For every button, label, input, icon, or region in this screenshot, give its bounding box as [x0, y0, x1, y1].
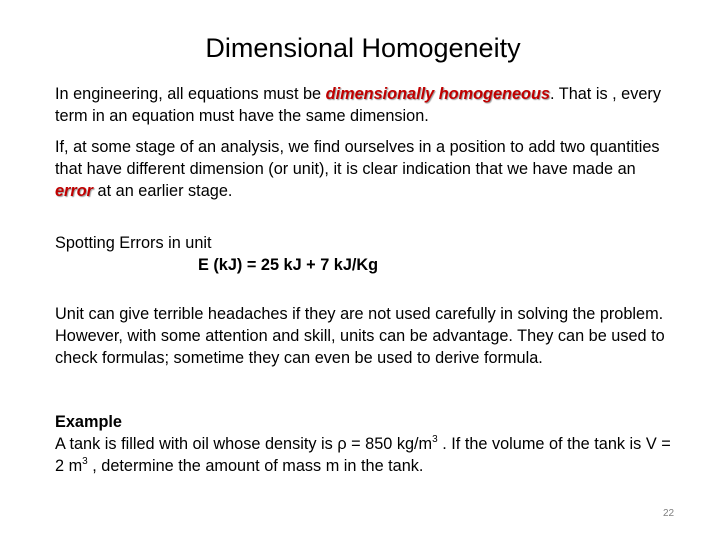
paragraph-units: Unit can give terrible headaches if they are not used carefully in solving the problem. However, with some attention and skill, units can be advantage. They can be used to check formulas; sometime they can even be used to derive formula.	[55, 305, 665, 367]
page-number: 22	[663, 508, 675, 519]
p1-text-end: . That is , every term in an equation must have the same dimension.	[55, 85, 661, 125]
spotting-errors-block	[55, 232, 675, 276]
p2-text-start: If, at some stage of an analysis, we find ourselves in a position to add two quantities that have different dimension (or unit), it is clear indication that we have made an	[55, 138, 660, 178]
paragraph-homogeneity	[55, 83, 675, 127]
example-text-3: , determine the amount of mass m in the tank.	[87, 457, 424, 475]
slide-title: Dimensional Homogeneity	[205, 33, 521, 63]
example-heading: Example	[55, 413, 122, 431]
example-text	[55, 435, 671, 475]
p2-emphasis: error	[55, 182, 94, 200]
p1-emphasis: dimensionally homogeneous	[325, 85, 550, 103]
p1-text-start: In engineering, all equations must be	[55, 85, 326, 103]
example-text-2: . If the volume of the tank is V = 2 m	[55, 435, 671, 475]
spotting-heading: Spotting Errors in unit	[55, 234, 212, 252]
example-block	[55, 411, 675, 477]
example-text-1: A tank is filled with oil whose density is ρ = 850 kg/m	[55, 435, 433, 453]
unit-equation: E (kJ) = 25 kJ + 7 kJ/Kg	[198, 256, 379, 274]
p2-text-end: at an earlier stage.	[93, 182, 233, 200]
density-exponent: 3	[432, 434, 438, 445]
volume-exponent: 3	[82, 456, 88, 467]
paragraph-error	[55, 136, 675, 202]
